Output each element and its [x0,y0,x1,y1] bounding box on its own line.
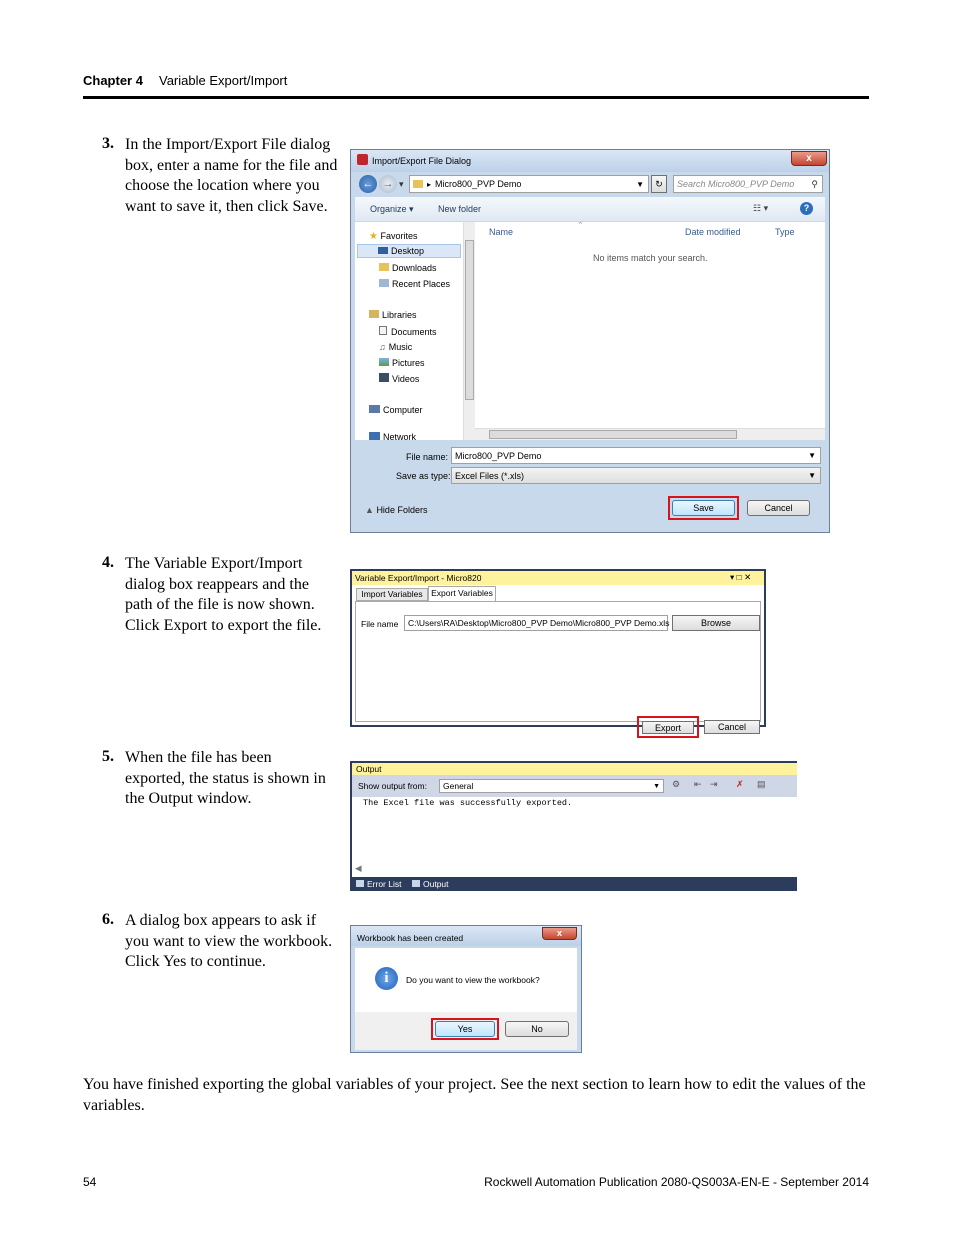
save-type-select[interactable] [451,467,821,484]
star-icon: ★ [369,231,378,242]
file-list [475,222,825,440]
step-line: path of the file is now shown. [125,596,315,613]
nav-label: Videos [392,374,420,384]
refresh-icon[interactable]: ↻ [651,175,667,193]
nav-label: Libraries [382,310,417,320]
output-message: The Excel file was successfully exported. [363,798,573,808]
back-arrow-icon[interactable]: ← [359,175,377,193]
help-icon[interactable]: ? [800,202,813,215]
nav-libraries[interactable] [369,310,417,320]
chevron-down-icon: ▼ [636,179,644,189]
next-message-icon[interactable]: ⇥ [710,779,718,789]
nav-scrollbar[interactable] [463,222,475,440]
column-type[interactable]: Type [775,227,795,237]
new-folder-button[interactable]: New folder [438,204,482,214]
chapter-label: Chapter 4 [83,73,143,88]
step-line: In the Import/Export File dialog [125,136,331,153]
tab-import-variables[interactable]: Import Variables [356,588,428,601]
close-button[interactable]: x [791,151,827,166]
find-message-icon[interactable]: ⚙ [672,779,681,789]
step-5-number: 5. [102,748,114,765]
sort-caret-icon: ˆ [579,221,582,231]
save-type-label: Save as type: [396,471,451,481]
hide-folders-label: Hide Folders [376,505,428,515]
yes-button[interactable]: Yes [435,1021,495,1037]
file-name-label: File name: [406,452,449,462]
step-line: choose the location where you [125,177,320,194]
forward-arrow-icon[interactable]: → [379,175,397,193]
no-button[interactable]: No [505,1021,569,1037]
file-name-value: Micro800_PVP Demo [455,450,542,461]
downloads-folder-icon [379,263,389,271]
videos-icon [379,373,389,382]
button-bar [355,1012,577,1050]
window-controls-icon[interactable]: ▾ □ ✕ [730,572,752,582]
view-options-icon[interactable]: ☷ ▾ [753,203,769,213]
step-line: exported, the status is shown in [125,769,326,787]
publication-info: Rockwell Automation Publication 2080-QS003A-EN-E - September 2014 [484,1175,869,1189]
step-4-number: 4. [102,554,114,571]
step-line: want to save it, then click Save. [125,197,328,215]
export-button[interactable]: Export [642,721,694,734]
organize-menu[interactable]: Organize ▾ [370,204,414,214]
variable-export-import-dialog [350,569,766,733]
show-output-value: General [443,781,474,791]
recent-places-icon [379,279,389,287]
clear-all-icon[interactable]: ✗ [736,779,744,789]
output-title: Output [356,764,382,774]
nav-label: Desktop [391,246,425,256]
step-5-text [125,748,326,810]
info-icon: i [375,967,398,990]
nav-recent-places[interactable] [379,279,450,289]
prev-message-icon[interactable]: ⇤ [694,779,702,789]
nav-label: Network [383,432,417,440]
nav-documents[interactable] [379,326,437,337]
chevron-right-icon: ▸ [427,179,432,189]
hide-folders-toggle[interactable] [365,505,427,515]
step-line: dialog box reappears and the [125,575,309,593]
step-line: you want to view the workbook. [125,932,333,950]
recent-dropdown-icon[interactable]: ▾ [399,179,404,189]
output-toolbar [352,775,797,797]
output-icon [412,880,420,887]
output-tab-strip [352,877,797,891]
step-line: the Output window. [125,790,252,807]
search-icon: ⚲ [811,178,818,189]
scroll-left-icon[interactable]: ◀ [355,863,362,873]
dialog-title: Import/Export File Dialog [372,156,472,166]
folder-icon [413,180,423,188]
save-type-value: Excel Files (*.xls) [455,470,525,481]
tab-label: Output [423,879,449,889]
computer-icon [369,405,380,413]
closing-paragraph [83,1074,873,1116]
header-rule [83,96,869,99]
app-icon [357,154,368,165]
scrollbar-thumb[interactable] [465,240,474,400]
step-line: Click Export to export the file. [125,616,322,634]
file-name-input[interactable] [451,447,821,464]
address-bar[interactable] [409,175,649,193]
libraries-icon [369,310,379,318]
nav-videos[interactable] [379,373,419,384]
step-line: A dialog box appears to ask if [125,912,317,929]
pictures-icon [379,358,389,366]
dialog-title: Workbook has been created [357,933,464,943]
output-window [350,761,797,891]
step-3-text [125,135,337,217]
desktop-icon [378,247,388,254]
close-button[interactable]: x [542,927,577,940]
nav-pictures[interactable] [379,358,425,368]
step-line: When the file has been [125,749,272,766]
cancel-button[interactable]: Cancel [747,500,810,516]
save-button[interactable]: Save [672,500,735,516]
chevron-down-icon: ▼ [808,451,816,460]
navigation-pane [355,222,473,440]
scrollbar-thumb[interactable] [489,430,737,439]
paragraph-line: variables. [83,1097,145,1114]
documents-icon [379,326,387,335]
show-output-select[interactable] [439,779,664,793]
column-date-modified[interactable]: Date modified [685,227,741,237]
nav-music[interactable] [379,342,412,352]
title-bar [352,571,764,585]
nav-computer[interactable] [369,405,423,415]
nav-label: Documents [391,327,437,337]
page-number: 54 [83,1175,97,1189]
import-export-file-dialog [350,149,830,533]
dialog-body [352,585,764,733]
step-4-text [125,554,321,636]
step-line: The Variable Export/Import [125,555,303,572]
nav-label: Music [388,342,413,352]
nav-label: Downloads [392,263,437,273]
nav-downloads[interactable] [379,263,437,273]
search-input[interactable] [673,175,823,193]
toolbar [355,197,825,221]
nav-favorites[interactable] [369,231,418,242]
tab-label: Error List [367,879,402,889]
title-bar [351,926,581,946]
step-line: box, enter a name for the file and [125,156,338,174]
tab-output[interactable] [412,879,449,889]
file-name-label: File name [361,619,399,629]
word-wrap-icon[interactable]: ▤ [757,779,766,789]
nav-label: Computer [383,405,423,415]
search-placeholder: Search Micro800_PVP Demo [677,179,795,189]
organize-label: Organize [370,204,407,214]
question-text: Do you want to view the workbook? [406,975,540,985]
chevron-up-icon: ▲ [365,505,374,515]
browse-button[interactable]: Browse [672,615,760,631]
chapter-title: Variable Export/Import [159,73,288,88]
step-line: Click Yes to continue. [125,953,266,970]
dialog-body [355,948,577,1012]
music-icon: ♫ [379,342,386,352]
cancel-button[interactable]: Cancel [704,720,760,734]
nav-network[interactable] [369,432,416,440]
step-6-text [125,911,332,973]
tab-panel [355,601,761,733]
nav-desktop[interactable] [357,244,461,258]
column-name[interactable]: Name [489,227,514,237]
step-3-number: 3. [102,135,114,152]
file-path-input[interactable]: C:\Users\RA\Desktop\Micro800_PVP Demo\Micro800_PVP Demo.xls [404,615,668,631]
network-icon [369,432,380,440]
title-bar [351,150,829,172]
paragraph-line: You have finished exporting the global variables of your project. See the next section to learn how to edit the values of the [83,1076,866,1093]
address-text: Micro800_PVP Demo [435,179,522,189]
workbook-created-dialog [350,925,582,1053]
chevron-down-icon: ▼ [653,782,660,790]
dialog-title: Variable Export/Import - Micro820 [355,573,482,583]
horizontal-scrollbar[interactable] [475,428,825,440]
chevron-down-icon: ▼ [808,471,816,480]
empty-message: No items match your search. [593,253,708,263]
output-title-bar [352,763,797,775]
output-text-area[interactable] [352,797,797,877]
nav-label: Favorites [380,231,418,241]
tab-error-list[interactable] [356,879,401,889]
tab-export-variables[interactable]: Export Variables [428,586,496,601]
step-6-number: 6. [102,911,114,928]
nav-label: Pictures [392,358,425,368]
show-output-label: Show output from: [358,781,427,791]
error-list-icon [356,880,364,887]
nav-label: Recent Places [392,279,451,289]
